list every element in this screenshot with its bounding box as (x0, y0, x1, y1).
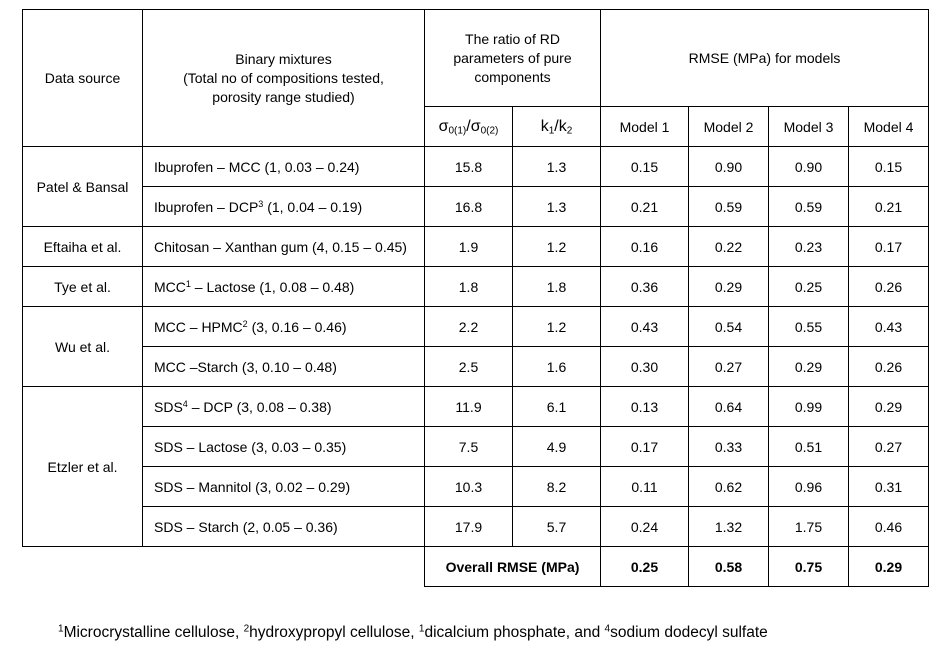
k-ratio-cell: 6.1 (513, 387, 601, 427)
rmse-model-3-cell: 0.25 (769, 267, 849, 307)
rmse-model-2-cell: 0.54 (689, 307, 769, 347)
table-row (23, 187, 929, 227)
footnote-marker: 2 (243, 623, 250, 635)
rmse-model-2-cell: 0.59 (689, 187, 769, 227)
rmse-model-3-cell: 0.51 (769, 427, 849, 467)
table-row (23, 387, 929, 427)
data-source-cell: Etzler et al. (23, 387, 143, 547)
footnote-text: sodium dodecyl sulfate (610, 624, 768, 641)
overall-row (23, 547, 929, 587)
rmse-model-1-cell: 0.11 (601, 467, 689, 507)
rmse-model-4-cell: 0.15 (849, 147, 929, 187)
mixture-cell: Ibuprofen – DCP$^3$ (1, 0.04 – 0.19) (143, 187, 425, 227)
header-ratio-rd (425, 10, 601, 107)
k-ratio-cell: 4.9 (513, 427, 601, 467)
footnote-text: Microcrystalline cellulose, (63, 624, 244, 641)
rmse-model-4-cell: 0.26 (849, 267, 929, 307)
table-row (23, 227, 929, 267)
k-ratio-cell: 1.3 (513, 147, 601, 187)
mixture-cell: MCC –Starch (3, 0.10 – 0.48) (143, 347, 425, 387)
header-binary-line2: (Total no of compositions tested, (183, 69, 384, 86)
rmse-model-2-cell: 0.22 (689, 227, 769, 267)
table-row (23, 507, 929, 547)
rmse-model-2-cell: 0.64 (689, 387, 769, 427)
rmse-model-1-cell: 0.24 (601, 507, 689, 547)
mixture-cell: SDS – Lactose (3, 0.03 – 0.35) (143, 427, 425, 467)
header-model-2: Model 2 (689, 107, 769, 147)
overall-model-2: 0.58 (689, 547, 769, 587)
k-ratio-cell: 8.2 (513, 467, 601, 507)
sigma-ratio-cell: 17.9 (425, 507, 513, 547)
rmse-model-3-cell: 0.90 (769, 147, 849, 187)
footnote-marker: 4 (604, 623, 611, 635)
footnote-text: dicalcium phosphate, and (424, 624, 605, 641)
rmse-model-1-cell: 0.15 (601, 147, 689, 187)
sigma-ratio-cell: 1.9 (425, 227, 513, 267)
table-row (23, 467, 929, 507)
footnote-marker: 1 (418, 623, 425, 635)
k-ratio-cell: 1.3 (513, 187, 601, 227)
mixture-cell: SDS – Mannitol (3, 0.02 – 0.29) (143, 467, 425, 507)
k-ratio-cell: 1.6 (513, 347, 601, 387)
header-binary-line3: porosity range studied) (212, 88, 355, 105)
data-source-cell: Wu et al. (23, 307, 143, 387)
mixture-cell: MCC – HPMC$^2$ (3, 0.16 – 0.46) (143, 307, 425, 347)
rmse-model-3-cell: 0.59 (769, 187, 849, 227)
k-ratio-cell: 1.2 (513, 307, 601, 347)
footnote (58, 624, 768, 642)
table-row (23, 307, 929, 347)
rmse-model-2-cell: 0.29 (689, 267, 769, 307)
header-binary-line1: Binary mixtures (235, 50, 332, 67)
footnote-marker: 1 (58, 623, 64, 635)
rmse-model-4-cell: 0.21 (849, 187, 929, 227)
k-ratio-cell: 1.8 (513, 267, 601, 307)
sigma-ratio-cell: 1.8 (425, 267, 513, 307)
rmse-model-3-cell: 0.96 (769, 467, 849, 507)
rmse-model-1-cell: 0.21 (601, 187, 689, 227)
k-ratio-cell: 5.7 (513, 507, 601, 547)
header-model-3: Model 3 (769, 107, 849, 147)
rmse-model-3-cell: 0.99 (769, 387, 849, 427)
table-row (23, 347, 929, 387)
data-source-cell: Eftaiha et al. (23, 227, 143, 267)
header-binary-mixtures (143, 10, 425, 147)
rmse-model-4-cell: 0.27 (849, 427, 929, 467)
header-data-source: Data source (23, 10, 143, 147)
mixture-cell: SDS$^4$ – DCP (3, 0.08 – 0.38) (143, 387, 425, 427)
rmse-model-2-cell: 0.62 (689, 467, 769, 507)
rmse-model-4-cell: 0.17 (849, 227, 929, 267)
header-rmse-models: RMSE (MPa) for models (601, 10, 929, 107)
sigma-ratio-cell: 16.8 (425, 187, 513, 227)
data-source-cell: Patel & Bansal (23, 147, 143, 227)
k-ratio-cell: 1.2 (513, 227, 601, 267)
rmse-model-4-cell: 0.46 (849, 507, 929, 547)
table-row (23, 267, 929, 307)
blank-cell (23, 547, 425, 587)
rmse-model-3-cell: 1.75 (769, 507, 849, 547)
sigma-ratio-cell: 2.2 (425, 307, 513, 347)
rmse-model-1-cell: 0.30 (601, 347, 689, 387)
rmse-model-4-cell: 0.26 (849, 347, 929, 387)
rmse-model-4-cell: 0.43 (849, 307, 929, 347)
rmse-model-1-cell: 0.36 (601, 267, 689, 307)
rmse-model-2-cell: 0.27 (689, 347, 769, 387)
rmse-model-1-cell: 0.16 (601, 227, 689, 267)
header-k-ratio: $k_1/k_2$ (513, 107, 601, 147)
rmse-model-2-cell: 1.32 (689, 507, 769, 547)
mixture-cell: Ibuprofen – MCC (1, 0.03 – 0.24) (143, 147, 425, 187)
rmse-model-4-cell: 0.29 (849, 387, 929, 427)
table-row (23, 147, 929, 187)
sigma-ratio-cell: 10.3 (425, 467, 513, 507)
rmse-model-4-cell: 0.31 (849, 467, 929, 507)
rmse-model-3-cell: 0.55 (769, 307, 849, 347)
overall-model-1: 0.25 (601, 547, 689, 587)
rmse-model-1-cell: 0.13 (601, 387, 689, 427)
overall-rmse-label: Overall RMSE (MPa) (425, 547, 601, 587)
rmse-model-1-cell: 0.43 (601, 307, 689, 347)
sigma-ratio-cell: 2.5 (425, 347, 513, 387)
overall-model-4: 0.29 (849, 547, 929, 587)
rmse-table (22, 9, 929, 587)
footnote-text: hydroxypropyl cellulose, (249, 624, 419, 641)
header-model-4: Model 4 (849, 107, 929, 147)
header-ratio-text: The ratio of RD parameters of pure components (453, 30, 572, 85)
mixture-cell: MCC$^1$ – Lactose (1, 0.08 – 0.48) (143, 267, 425, 307)
header-model-1: Model 1 (601, 107, 689, 147)
rmse-model-2-cell: 0.33 (689, 427, 769, 467)
overall-model-3: 0.75 (769, 547, 849, 587)
mixture-cell: SDS – Starch (2, 0.05 – 0.36) (143, 507, 425, 547)
sigma-ratio-cell: 11.9 (425, 387, 513, 427)
mixture-cell: Chitosan – Xanthan gum (4, 0.15 – 0.45) (143, 227, 425, 267)
rmse-model-1-cell: 0.17 (601, 427, 689, 467)
rmse-model-2-cell: 0.90 (689, 147, 769, 187)
sigma-ratio-cell: 15.8 (425, 147, 513, 187)
header-sigma-ratio: $\sigma_{0(1)}/\sigma_{0(2)}$ (425, 107, 513, 147)
rmse-model-3-cell: 0.23 (769, 227, 849, 267)
table-row (23, 427, 929, 467)
rmse-model-3-cell: 0.29 (769, 347, 849, 387)
sigma-ratio-cell: 7.5 (425, 427, 513, 467)
data-source-cell: Tye et al. (23, 267, 143, 307)
